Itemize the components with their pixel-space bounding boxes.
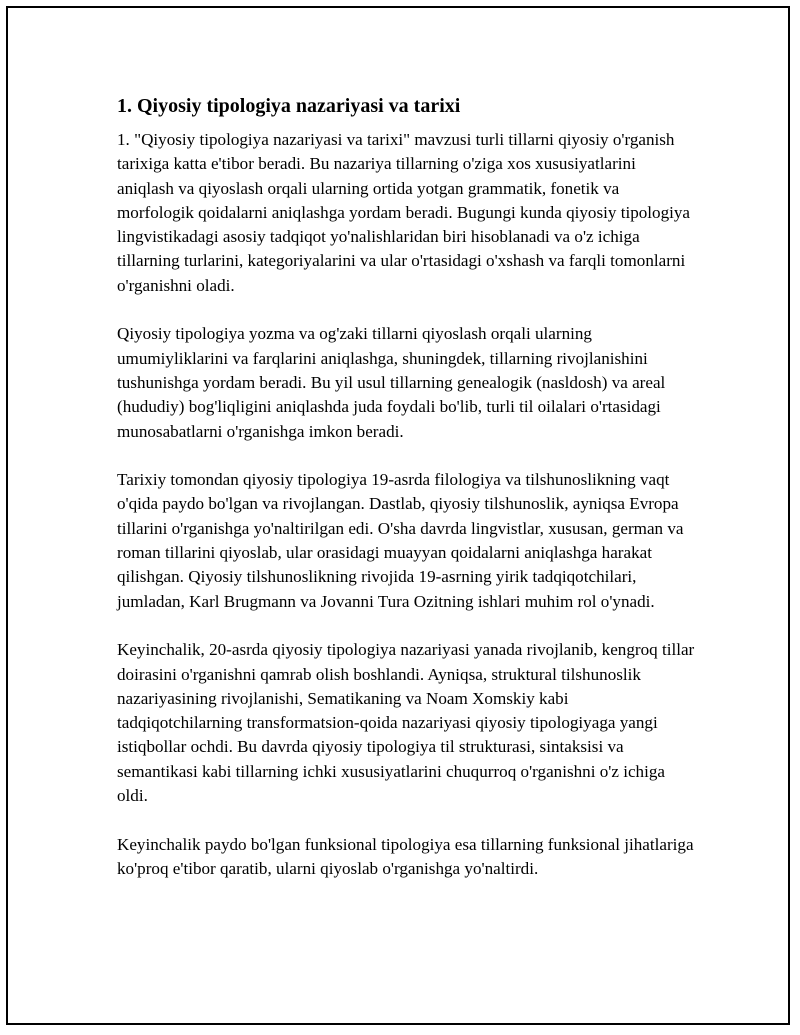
- paragraph-3: Tarixiy tomondan qiyosiy tipologiya 19-asrda filologiya va tilshunoslikning vaqt o'qida paydo bo'lgan va rivojlangan. Dastlab, qiyosiy tilshunoslik, ayniqsa Evropa tillarini o'rganishga yo'naltirilgan edi. O'sha davrda lingvistlar, xususan, german va roman tillarini qiyoslab, ular orasidagi muayyan qoidalarni aniqlashga harakat qilishgan. Qiyosiy tilshunoslikning rivojida 19-asrning yirik tadqiqotchilari, jumladan, Karl Brugmann va Jovanni Tura Ozitning ishlari muhim rol o'ynadi.: [117, 470, 684, 611]
- paragraph-5: Keyinchalik paydo bo'lgan funksional tipologiya esa tillarning funksional jihatlariga ko'proq e'tibor qaratib, ularni qiyoslab o'rganishga yo'naltirdi.: [117, 834, 694, 878]
- document-title: 1. Qiyosiy tipologiya nazariyasi va tarixi: [117, 95, 461, 117]
- paragraph-2: Qiyosiy tipologiya yozma va og'zaki tillarni qiyoslash orqali ularning umumiyliklarini va farqlarini aniqlashga, shuningdek, tillarning rivojlanishini tushunishga yordam beradi. Bu yil usul tillarning genealogik (nasldosh) va areal (hududiy) bog'liqligini aniqlashda juda foydali bo'lib, turli til oilalari o'rtasidagi munosabatlarni o'rganishga imkon beradi.: [117, 324, 666, 441]
- document-body: [117, 92, 697, 906]
- paragraph-4: Keyinchalik, 20-asrda qiyosiy tipologiya nazariyasi yanada rivojlanib, kengroq tillar doirasini o'rganishni qamrab olish boshlandi. Ayniqsa, struktural tilshunoslik nazariyasining rivojlanishi, Sematikaning va Noam Xomskiy kabi tadqiqotchilarning transformatsion-qoida nazariyasi qiyosiy tipologiyaga yangi istiqbollar ochdi. Bu davrda qiyosiy tipologiya til strukturasi, sintaksisi va semantikasi kabi tillarning ichki xususiyatlarini chuqurroq o'rganishni o'z ichiga oldi.: [117, 640, 695, 806]
- paragraph-1: 1. "Qiyosiy tipologiya nazariyasi va tarixi" mavzusi turli tillarni qiyosiy o'rganish tarixiga katta e'tibor beradi. Bu nazariya tillarning o'ziga xos xususiyatlarini aniqlash va qiyoslash orqali ularning ortida yotgan grammatik, fonetik va morfologik qoidalarni aniqlashga yordam beradi. Bugungi kunda qiyosiy tipologiya lingvistikadagi asosiy tadqiqot yo'nalishlaridan biri hisoblanadi va o'z ichiga tillarning turlarini, kategoriyalarini va ular o'rtasidagi o'xshash va farqli tomonlarni o'rganishni oladi.: [117, 130, 691, 295]
